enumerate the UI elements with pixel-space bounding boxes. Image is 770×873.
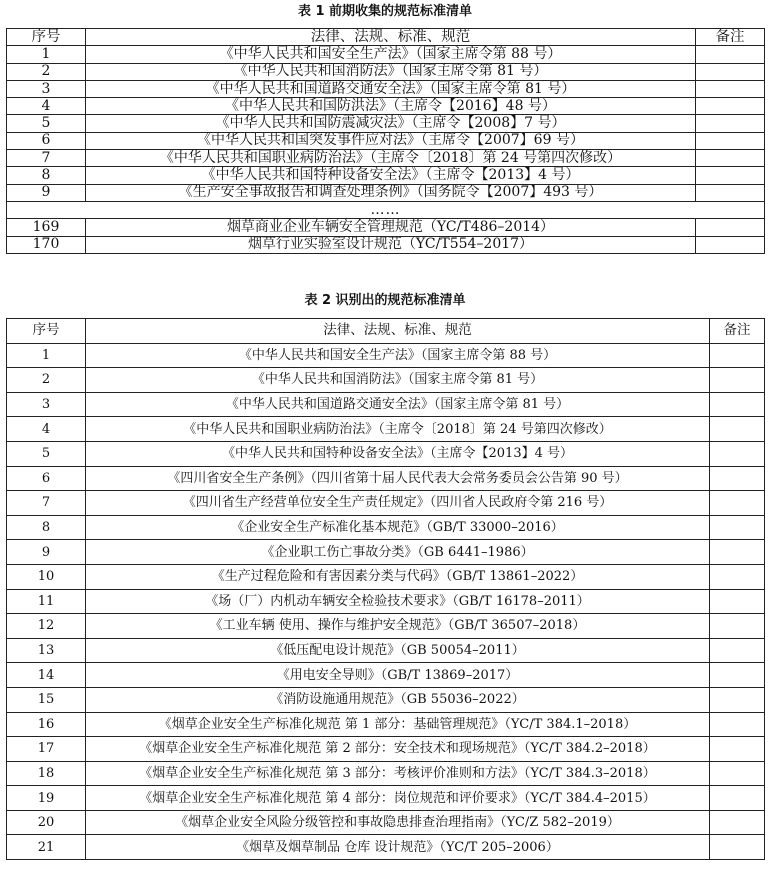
- table2-header-row: [7, 319, 765, 344]
- table-row: [7, 786, 765, 811]
- table1-cell-standard: 《中华人民共和国突发事件应对法》（主席令【2007】69 号）: [86, 132, 696, 149]
- table2-cell-standard: 《用电安全导则》（GB/T 13869–2017）: [86, 663, 710, 688]
- table1-cell-index: 1: [7, 46, 86, 63]
- table1-cell-standard: 《中华人民共和国防震减灾法》（主席令【2008】7 号）: [86, 115, 696, 132]
- table-row: [7, 712, 765, 737]
- table2-cell-standard: 《企业安全生产标准化基本规范》（GB/T 33000–2016）: [86, 515, 710, 540]
- table-row: [7, 132, 765, 149]
- table2-cell-index: 15: [7, 687, 86, 712]
- table2-cell-standard: 《消防设施通用规范》（GB 55036–2022）: [86, 687, 710, 712]
- table-row: [7, 46, 765, 63]
- table2-cell-remark: [710, 761, 765, 786]
- table2-cell-standard: 《中华人民共和国道路交通安全法》（国家主席令第 81 号）: [86, 392, 710, 417]
- table-row: [7, 614, 765, 639]
- table2-cell-remark: [710, 810, 765, 835]
- table2-cell-remark: [710, 417, 765, 442]
- table2-cell-standard: 《中华人民共和国特种设备安全法》（主席令【2013】4 号）: [86, 441, 710, 466]
- table2-cell-remark: [710, 564, 765, 589]
- table2-cell-index: 10: [7, 564, 86, 589]
- table2-cell-standard: 《中华人民共和国安全生产法》（国家主席令第 88 号）: [86, 343, 710, 368]
- table2-cell-remark: [710, 540, 765, 565]
- table2-cell-index: 8: [7, 515, 86, 540]
- table2-cell-remark: [710, 835, 765, 860]
- table1-cell-remark: [696, 80, 765, 97]
- table2-cell-remark: [710, 392, 765, 417]
- table2-cell-standard: 《工业车辆 使用、操作与维护安全规范》（GB/T 36507–2018）: [86, 614, 710, 639]
- table2-cell-remark: [710, 491, 765, 516]
- table2-identified-standards: [6, 318, 765, 860]
- table2-cell-index: 14: [7, 663, 86, 688]
- table-row: [7, 835, 765, 860]
- table2-cell-standard: 《四川省安全生产条例》（四川省第十届人民代表大会常务委员会公告第 90 号）: [86, 466, 710, 491]
- table-row: [7, 466, 765, 491]
- table2-cell-remark: [710, 638, 765, 663]
- table2-cell-remark: [710, 589, 765, 614]
- table2-cell-index: 18: [7, 761, 86, 786]
- table1-cell-index: 169: [7, 219, 86, 236]
- table1-prior-standards: [6, 28, 765, 254]
- table1-cell-remark: [696, 115, 765, 132]
- table1-cell-standard: 《中华人民共和国安全生产法》（国家主席令第 88 号）: [86, 46, 696, 63]
- table1-cell-remark: [696, 150, 765, 167]
- table1-cell-index: 3: [7, 80, 86, 97]
- table-row: [7, 540, 765, 565]
- table-row: [7, 167, 765, 184]
- table2-cell-index: 5: [7, 441, 86, 466]
- table-row: [7, 368, 765, 393]
- table2-cell-standard: 《烟草企业安全生产标准化规范 第 1 部分：基础管理规范》（YC/T 384.1–2018）: [86, 712, 710, 737]
- table2-cell-index: 9: [7, 540, 86, 565]
- table2-cell-remark: [710, 343, 765, 368]
- table2-cell-standard: 《烟草企业安全生产标准化规范 第 4 部分：岗位规范和评价要求》（YC/T 384.4–2015）: [86, 786, 710, 811]
- table1-cell-remark: [696, 98, 765, 115]
- table-row: [7, 491, 765, 516]
- table2-cell-standard: 《企业职工伤亡事故分类》（GB 6441–1986）: [86, 540, 710, 565]
- table2-cell-remark: [710, 515, 765, 540]
- table2-cell-index: 13: [7, 638, 86, 663]
- table2-cell-remark: [710, 786, 765, 811]
- table-row: [7, 184, 765, 201]
- table1-header-name: 法律、法规、标准、规范: [86, 29, 696, 46]
- table2-cell-index: 17: [7, 737, 86, 762]
- table1-cell-standard: 《中华人民共和国消防法》（国家主席令第 81 号）: [86, 63, 696, 80]
- table-row: [7, 150, 765, 167]
- table-row: [7, 115, 765, 132]
- table-row: [7, 810, 765, 835]
- table2-cell-index: 12: [7, 614, 86, 639]
- table1-cell-remark: [696, 132, 765, 149]
- table1-cell-index: 2: [7, 63, 86, 80]
- table2-cell-index: 3: [7, 392, 86, 417]
- table2-cell-standard: 《烟草企业安全生产标准化规范 第 3 部分：考核评价准则和方法》（YC/T 384.3–2018）: [86, 761, 710, 786]
- table2-cell-remark: [710, 687, 765, 712]
- table1-cell-remark: [696, 184, 765, 201]
- table2-cell-index: 4: [7, 417, 86, 442]
- table1-cell-standard: 《中华人民共和国职业病防治法》（主席令〔2018〕第 24 号第四次修改）: [86, 150, 696, 167]
- table1-cell-remark: [696, 46, 765, 63]
- table1-cell-remark: [696, 219, 765, 236]
- table-row: [7, 687, 765, 712]
- table-row: [7, 392, 765, 417]
- table2-cell-standard: 《生产过程危险和有害因素分类与代码》（GB/T 13861–2022）: [86, 564, 710, 589]
- table2-cell-remark: [710, 368, 765, 393]
- table-row: [7, 80, 765, 97]
- table-row: [7, 737, 765, 762]
- table1-cell-standard: 烟草商业企业车辆安全管理规范（YC/T486–2014）: [86, 219, 696, 236]
- table-row: [7, 441, 765, 466]
- table1-cell-index: 9: [7, 184, 86, 201]
- table2-cell-index: 19: [7, 786, 86, 811]
- table2-cell-remark: [710, 466, 765, 491]
- table2-cell-index: 2: [7, 368, 86, 393]
- table2-cell-standard: 《中华人民共和国职业病防治法》（主席令〔2018〕第 24 号第四次修改）: [86, 417, 710, 442]
- table-row: [7, 564, 765, 589]
- table2-cell-remark: [710, 663, 765, 688]
- table2-cell-index: 20: [7, 810, 86, 835]
- table1-cell-remark: [696, 236, 765, 253]
- table1-cell-index: 5: [7, 115, 86, 132]
- table1-cell-standard: 《生产安全事故报告和调查处理条例》（国务院令【2007】493 号）: [86, 184, 696, 201]
- table-row: [7, 417, 765, 442]
- table2-cell-index: 6: [7, 466, 86, 491]
- table-row: [7, 515, 765, 540]
- table1-title: 表 1 前期收集的规范标准清单: [297, 4, 473, 19]
- table2-header-index: 序号: [7, 319, 86, 344]
- table2-header-remark: 备注: [710, 319, 765, 344]
- table-row: [7, 663, 765, 688]
- table2-cell-index: 16: [7, 712, 86, 737]
- table2-cell-remark: [710, 737, 765, 762]
- table2-cell-standard: 《中华人民共和国消防法》（国家主席令第 81 号）: [86, 368, 710, 393]
- table1-cell-index: 170: [7, 236, 86, 253]
- table2-cell-index: 7: [7, 491, 86, 516]
- table2-cell-standard: 《烟草及烟草制品 仓库 设计规范》（YC/T 205–2006）: [86, 835, 710, 860]
- table2-cell-index: 21: [7, 835, 86, 860]
- table1-header-row: [7, 29, 765, 46]
- table2-title: 表 2 识别出的规范标准清单: [304, 293, 466, 308]
- table1-cell-index: 7: [7, 150, 86, 167]
- table1-cell-index: 4: [7, 98, 86, 115]
- table2-cell-remark: [710, 441, 765, 466]
- table1-header-remark: 备注: [696, 29, 765, 46]
- table-row: [7, 589, 765, 614]
- table2-cell-standard: 《场（厂）内机动车辆安全检验技术要求》（GB/T 16178–2011）: [86, 589, 710, 614]
- table-row: [7, 638, 765, 663]
- table1-cell-standard: 《中华人民共和国道路交通安全法》（国家主席令第 81 号）: [86, 80, 696, 97]
- table-row: [7, 219, 765, 236]
- table-row: [7, 63, 765, 80]
- ellipsis-row: [7, 201, 765, 218]
- table2-cell-index: 1: [7, 343, 86, 368]
- table2-cell-standard: 《四川省生产经营单位安全生产责任规定》（四川省人民政府令第 216 号）: [86, 491, 710, 516]
- table2-cell-standard: 《烟草企业安全生产标准化规范 第 2 部分：安全技术和现场规范》（YC/T 384.2–2018）: [86, 737, 710, 762]
- table2-cell-standard: 《烟草企业安全风险分级管控和事故隐患排查治理指南》（YC/Z 582–2019）: [86, 810, 710, 835]
- table2-cell-remark: [710, 614, 765, 639]
- table1-cell-index: 8: [7, 167, 86, 184]
- table-row: [7, 343, 765, 368]
- table1-cell-standard: 《中华人民共和国特种设备安全法》（主席令【2013】4 号）: [86, 167, 696, 184]
- table1-cell-index: 6: [7, 132, 86, 149]
- table-row: [7, 98, 765, 115]
- table1-cell-remark: [696, 63, 765, 80]
- table2-cell-remark: [710, 712, 765, 737]
- table1-cell-standard: 《中华人民共和国防洪法》（主席令【2016】48 号）: [86, 98, 696, 115]
- ellipsis-cell: ……: [7, 201, 765, 218]
- table1-header-index: 序号: [7, 29, 86, 46]
- table1-cell-remark: [696, 167, 765, 184]
- table-row: [7, 761, 765, 786]
- table2-cell-standard: 《低压配电设计规范》（GB 50054–2011）: [86, 638, 710, 663]
- table-row: [7, 236, 765, 253]
- table2-cell-index: 11: [7, 589, 86, 614]
- table1-cell-standard: 烟草行业实验室设计规范（YC/T554–2017）: [86, 236, 696, 253]
- table2-header-name: 法律、法规、标准、规范: [86, 319, 710, 344]
